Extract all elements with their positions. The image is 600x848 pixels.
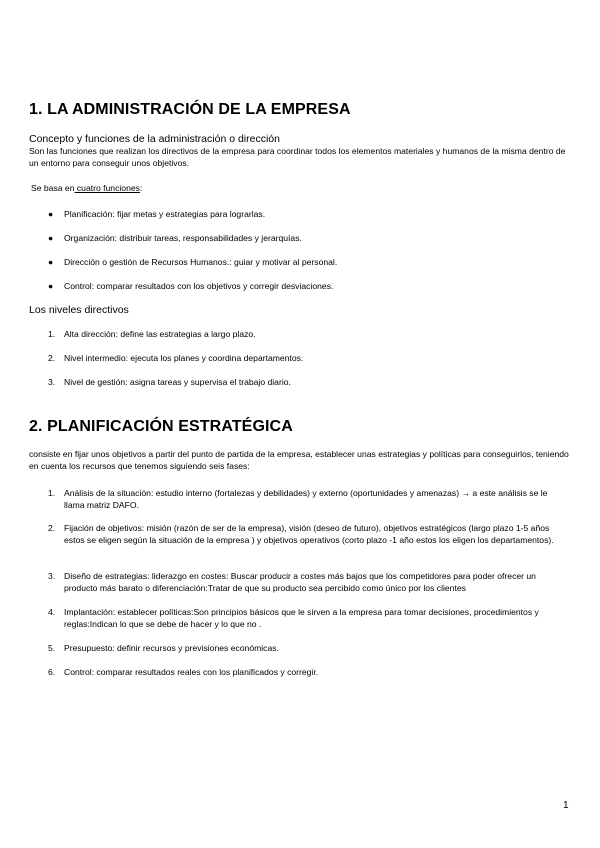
section-1-subtitle: Concepto y funciones de la administración o dirección — [29, 133, 280, 145]
level-text: Alta dirección: define las estrategias a largo plazo. — [64, 329, 256, 339]
phase-text: Implantación: establecer políticas:Son principios básicos que le sirven a la empresa para tomar decisiones, procedimientos y reglas:Indican lo que se debe de hacer y lo que no . — [64, 607, 539, 629]
function-text: Planificación: fijar metas y estrategias para lograrlas. — [64, 209, 266, 219]
phase-number: 5. — [48, 643, 56, 653]
phase-text: Diseño de estrategias: liderazgo en costes: Buscar producir a costes más bajos que los competidores para poder ofrecer un producto más barato o diferenciación:Tratar de que su producto sea percibido como único por los clientes — [64, 571, 536, 593]
level-text: Nivel de gestión: asigna tareas y supervisa el trabajo diario. — [64, 377, 291, 387]
level-number: 2. — [48, 353, 56, 363]
phase-number: 3. — [48, 571, 56, 581]
functions-intro — [31, 183, 142, 193]
section-1-intro: Son las funciones que realizan los directivos de la empresa para coordinar todos los elementos materiales y humanos de la misma dentro de un entorno para conseguir unos objetivos. — [29, 146, 566, 168]
bullet-icon: ● — [48, 257, 54, 267]
phase-number: 2. — [48, 523, 56, 533]
phase-text: Fijación de objetivos: misión (razón de ser de la empresa), visión (deseo de futuro), objetivos estratégicos (largo plazo 1-5 años estos se eligen según la situación de la empresa ) y objetivos operativos (corto plazo -1 año estos los eligen los departamentos). — [64, 523, 554, 545]
bullet-icon: ● — [48, 209, 54, 219]
function-text: Control: comparar resultados con los objetivos y corregir desviaciones. — [64, 281, 334, 291]
bullet-icon: ● — [48, 281, 54, 291]
level-number: 3. — [48, 377, 56, 387]
page-number: 1 — [563, 800, 569, 811]
phase-text: Presupuesto: definir recursos y previsiones económicas. — [64, 643, 279, 653]
section-2-intro: consiste en fijar unos objetivos a partir del punto de partida de la empresa, establecer unas estrategias y políticas para conseguirlos, teniendo en cuenta los recursos que tenemos siguiendo seis fases: — [29, 449, 569, 471]
level-text: Nivel intermedio: ejecuta los planes y coordina departamentos. — [64, 353, 304, 363]
phase-text: Control: comparar resultados reales con los planificados y corregir. — [64, 667, 319, 677]
phase-number: 1. — [48, 488, 56, 498]
section-1-title: 1. LA ADMINISTRACIÓN DE LA EMPRESA — [29, 101, 351, 118]
phase-number: 6. — [48, 667, 56, 677]
phase-number: 4. — [48, 607, 56, 617]
functions-intro-suffix: : — [139, 183, 143, 193]
section-2-title: 2. PLANIFICACIÓN ESTRATÉGICA — [29, 418, 293, 435]
bullet-icon: ● — [48, 233, 54, 243]
function-text: Organización: distribuir tareas, responsabilidades y jerarquías. — [64, 233, 302, 243]
phase-text: Análisis de la situación: estudio interno (fortalezas y debilidades) y externo (oportunidades y amenazas) → a este análisis se le llama matriz DAFO. — [64, 488, 548, 510]
function-text: Dirección o gestión de Recursos Humanos.: guiar y motivar al personal. — [64, 257, 338, 267]
functions-intro-link: cuatro funciones — [74, 183, 140, 193]
levels-title: Los niveles directivos — [29, 304, 129, 316]
functions-intro-prefix: Se basa en — [31, 183, 75, 193]
level-number: 1. — [48, 329, 56, 339]
